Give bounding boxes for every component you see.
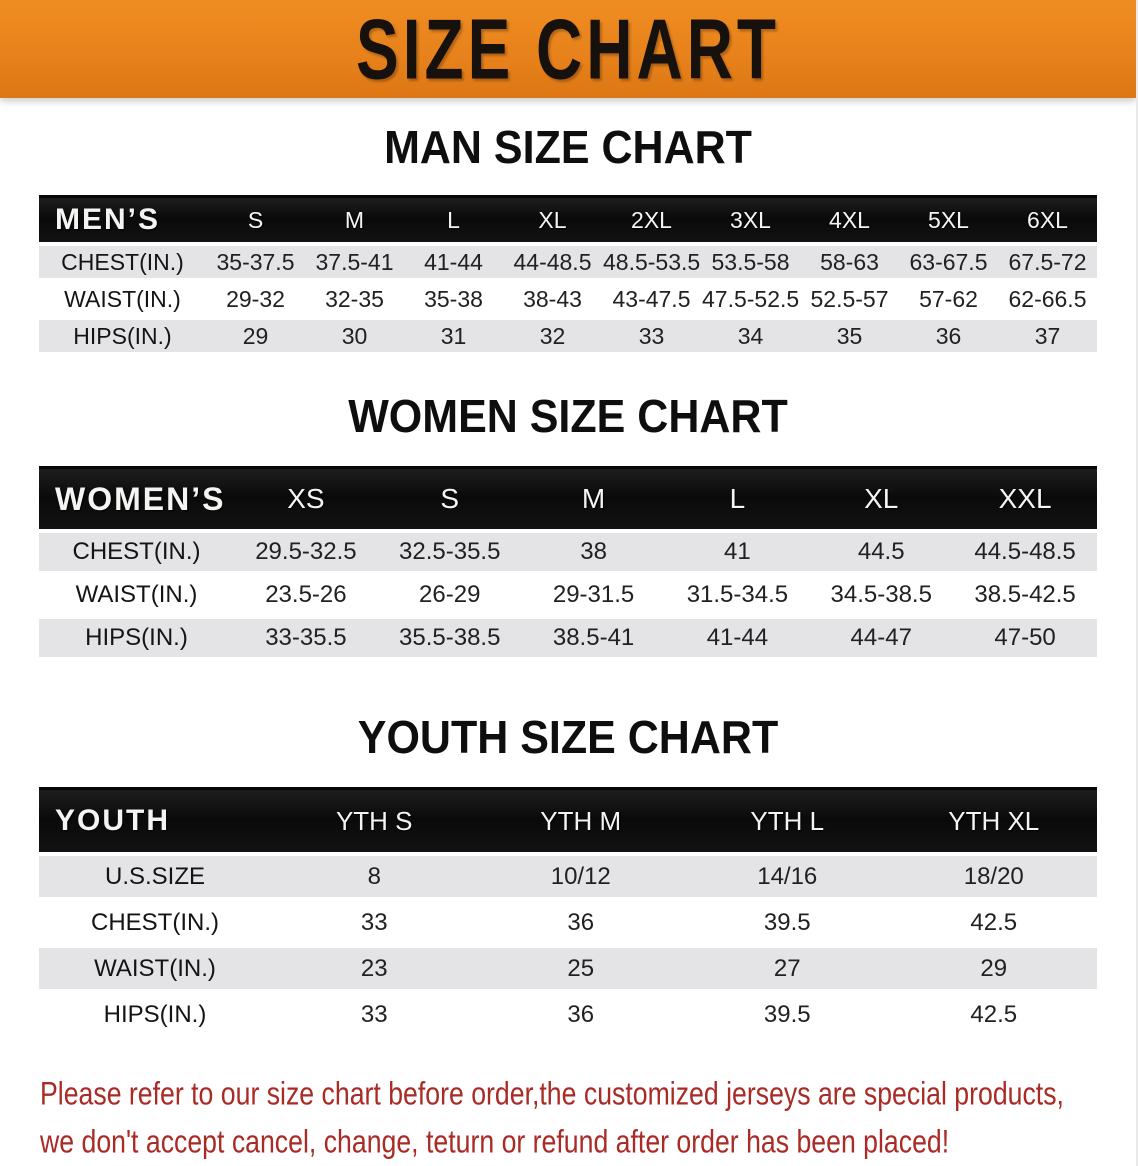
measurement-row [39,574,1097,617]
row-label: WAIST(IN.) [39,946,271,992]
youth-size-table [39,787,1097,1040]
measurement-row [39,531,1097,574]
size-value-cell: 29 [891,946,1098,992]
size-value-cell: 58-63 [800,244,899,281]
disclaimer [40,1070,1136,1166]
measurement-row [39,244,1097,281]
size-value-cell: 33 [271,900,478,946]
size-value-cell: 10/12 [478,854,685,900]
size-value-cell: 43-47.5 [602,281,701,318]
men-section-heading [0,98,1136,195]
size-value-cell: 41-44 [665,617,809,660]
size-value-cell: 42.5 [891,900,1098,946]
size-value-cell: 30 [305,318,404,355]
measurement-row [39,854,1097,900]
measurement-row [39,318,1097,355]
size-value-cell: 44.5 [809,531,953,574]
size-column-header: XL [809,468,953,532]
size-value-cell: 29-32 [206,281,305,318]
size-value-cell: 38-43 [503,281,602,318]
men-section-heading-text: MAN SIZE CHART [384,122,752,174]
section-youth [0,662,1136,1040]
size-value-cell: 33 [602,318,701,355]
disclaimer-line-1-text: Please refer to our size chart before order,the customized jerseys are special products, [40,1075,1064,1112]
row-label: CHEST(IN.) [39,900,271,946]
size-value-cell: 44.5-48.5 [953,531,1097,574]
table-corner-label: YOUTH [39,789,271,855]
size-value-cell: 41-44 [404,244,503,281]
size-value-cell: 38.5-42.5 [953,574,1097,617]
size-value-cell: 36 [478,992,685,1038]
size-value-cell: 23.5-26 [234,574,378,617]
size-value-cell: 31 [404,318,503,355]
table-corner-label: WOMEN’S [39,468,234,532]
size-value-cell: 8 [271,854,478,900]
size-column-header: M [305,197,404,245]
size-value-cell: 42.5 [891,992,1098,1038]
size-value-cell: 29-31.5 [522,574,666,617]
size-column-header: XL [503,197,602,245]
size-value-cell: 37 [998,318,1097,355]
size-value-cell: 48.5-53.5 [602,244,701,281]
table-header-row [39,468,1097,532]
measurement-row [39,900,1097,946]
row-label: HIPS(IN.) [39,992,271,1038]
size-value-cell: 26-29 [378,574,522,617]
section-men [0,98,1136,357]
women-section-heading-text: WOMEN SIZE CHART [348,391,788,443]
size-value-cell: 62-66.5 [998,281,1097,318]
size-value-cell: 33 [271,992,478,1038]
size-value-cell: 38.5-41 [522,617,666,660]
size-column-header: L [404,197,503,245]
size-column-header: YTH L [684,789,891,855]
content [0,98,1136,1040]
measurement-row [39,992,1097,1038]
size-value-cell: 18/20 [891,854,1098,900]
size-column-header: XXL [953,468,1097,532]
banner [0,0,1136,98]
section-women [0,357,1136,662]
measurement-row [39,946,1097,992]
size-value-cell: 44-47 [809,617,953,660]
women-size-table [39,466,1097,662]
size-value-cell: 25 [478,946,685,992]
measurement-row [39,281,1097,318]
size-value-cell: 35-37.5 [206,244,305,281]
size-value-cell: 32 [503,318,602,355]
row-label: CHEST(IN.) [39,244,206,281]
size-value-cell: 67.5-72 [998,244,1097,281]
size-value-cell: 44-48.5 [503,244,602,281]
size-column-header: XS [234,468,378,532]
size-value-cell: 32.5-35.5 [378,531,522,574]
size-value-cell: 47.5-52.5 [701,281,800,318]
size-value-cell: 37.5-41 [305,244,404,281]
size-value-cell: 32-35 [305,281,404,318]
size-value-cell: 36 [478,900,685,946]
disclaimer-line-1 [40,1070,1136,1118]
size-column-header: YTH M [478,789,685,855]
size-column-header: 3XL [701,197,800,245]
size-value-cell: 35 [800,318,899,355]
size-column-header: 6XL [998,197,1097,245]
size-value-cell: 33-35.5 [234,617,378,660]
size-value-cell: 41 [665,531,809,574]
size-value-cell: 39.5 [684,900,891,946]
size-column-header: YTH S [271,789,478,855]
size-value-cell: 38 [522,531,666,574]
row-label: HIPS(IN.) [39,318,206,355]
youth-section-heading [0,662,1136,787]
table-header-row [39,197,1097,245]
size-column-header: YTH XL [891,789,1098,855]
measurement-row [39,617,1097,660]
men-size-table [39,195,1097,357]
table-corner-label: MEN’S [39,197,206,245]
table-header-row [39,789,1097,855]
size-value-cell: 23 [271,946,478,992]
size-value-cell: 63-67.5 [899,244,998,281]
row-label: WAIST(IN.) [39,574,234,617]
size-column-header: 5XL [899,197,998,245]
size-value-cell: 34 [701,318,800,355]
size-value-cell: 39.5 [684,992,891,1038]
size-value-cell: 35-38 [404,281,503,318]
size-column-header: M [522,468,666,532]
size-column-header: 2XL [602,197,701,245]
disclaimer-line-2 [40,1118,1136,1166]
row-label: HIPS(IN.) [39,617,234,660]
size-value-cell: 31.5-34.5 [665,574,809,617]
youth-section-heading-text: YOUTH SIZE CHART [357,712,779,764]
size-value-cell: 36 [899,318,998,355]
disclaimer-line-2-text: we don't accept cancel, change, teturn or refund after order has been placed! [40,1123,950,1160]
banner-title: SIZE CHART [356,0,780,98]
size-column-header: S [378,468,522,532]
size-value-cell: 35.5-38.5 [378,617,522,660]
size-column-header: 4XL [800,197,899,245]
women-section-heading [0,357,1136,466]
row-label: U.S.SIZE [39,854,271,900]
size-value-cell: 53.5-58 [701,244,800,281]
size-value-cell: 52.5-57 [800,281,899,318]
size-column-header: L [665,468,809,532]
size-value-cell: 14/16 [684,854,891,900]
size-value-cell: 29.5-32.5 [234,531,378,574]
size-value-cell: 29 [206,318,305,355]
size-value-cell: 47-50 [953,617,1097,660]
size-value-cell: 57-62 [899,281,998,318]
size-value-cell: 27 [684,946,891,992]
row-label: WAIST(IN.) [39,281,206,318]
row-label: CHEST(IN.) [39,531,234,574]
size-value-cell: 34.5-38.5 [809,574,953,617]
size-column-header: S [206,197,305,245]
